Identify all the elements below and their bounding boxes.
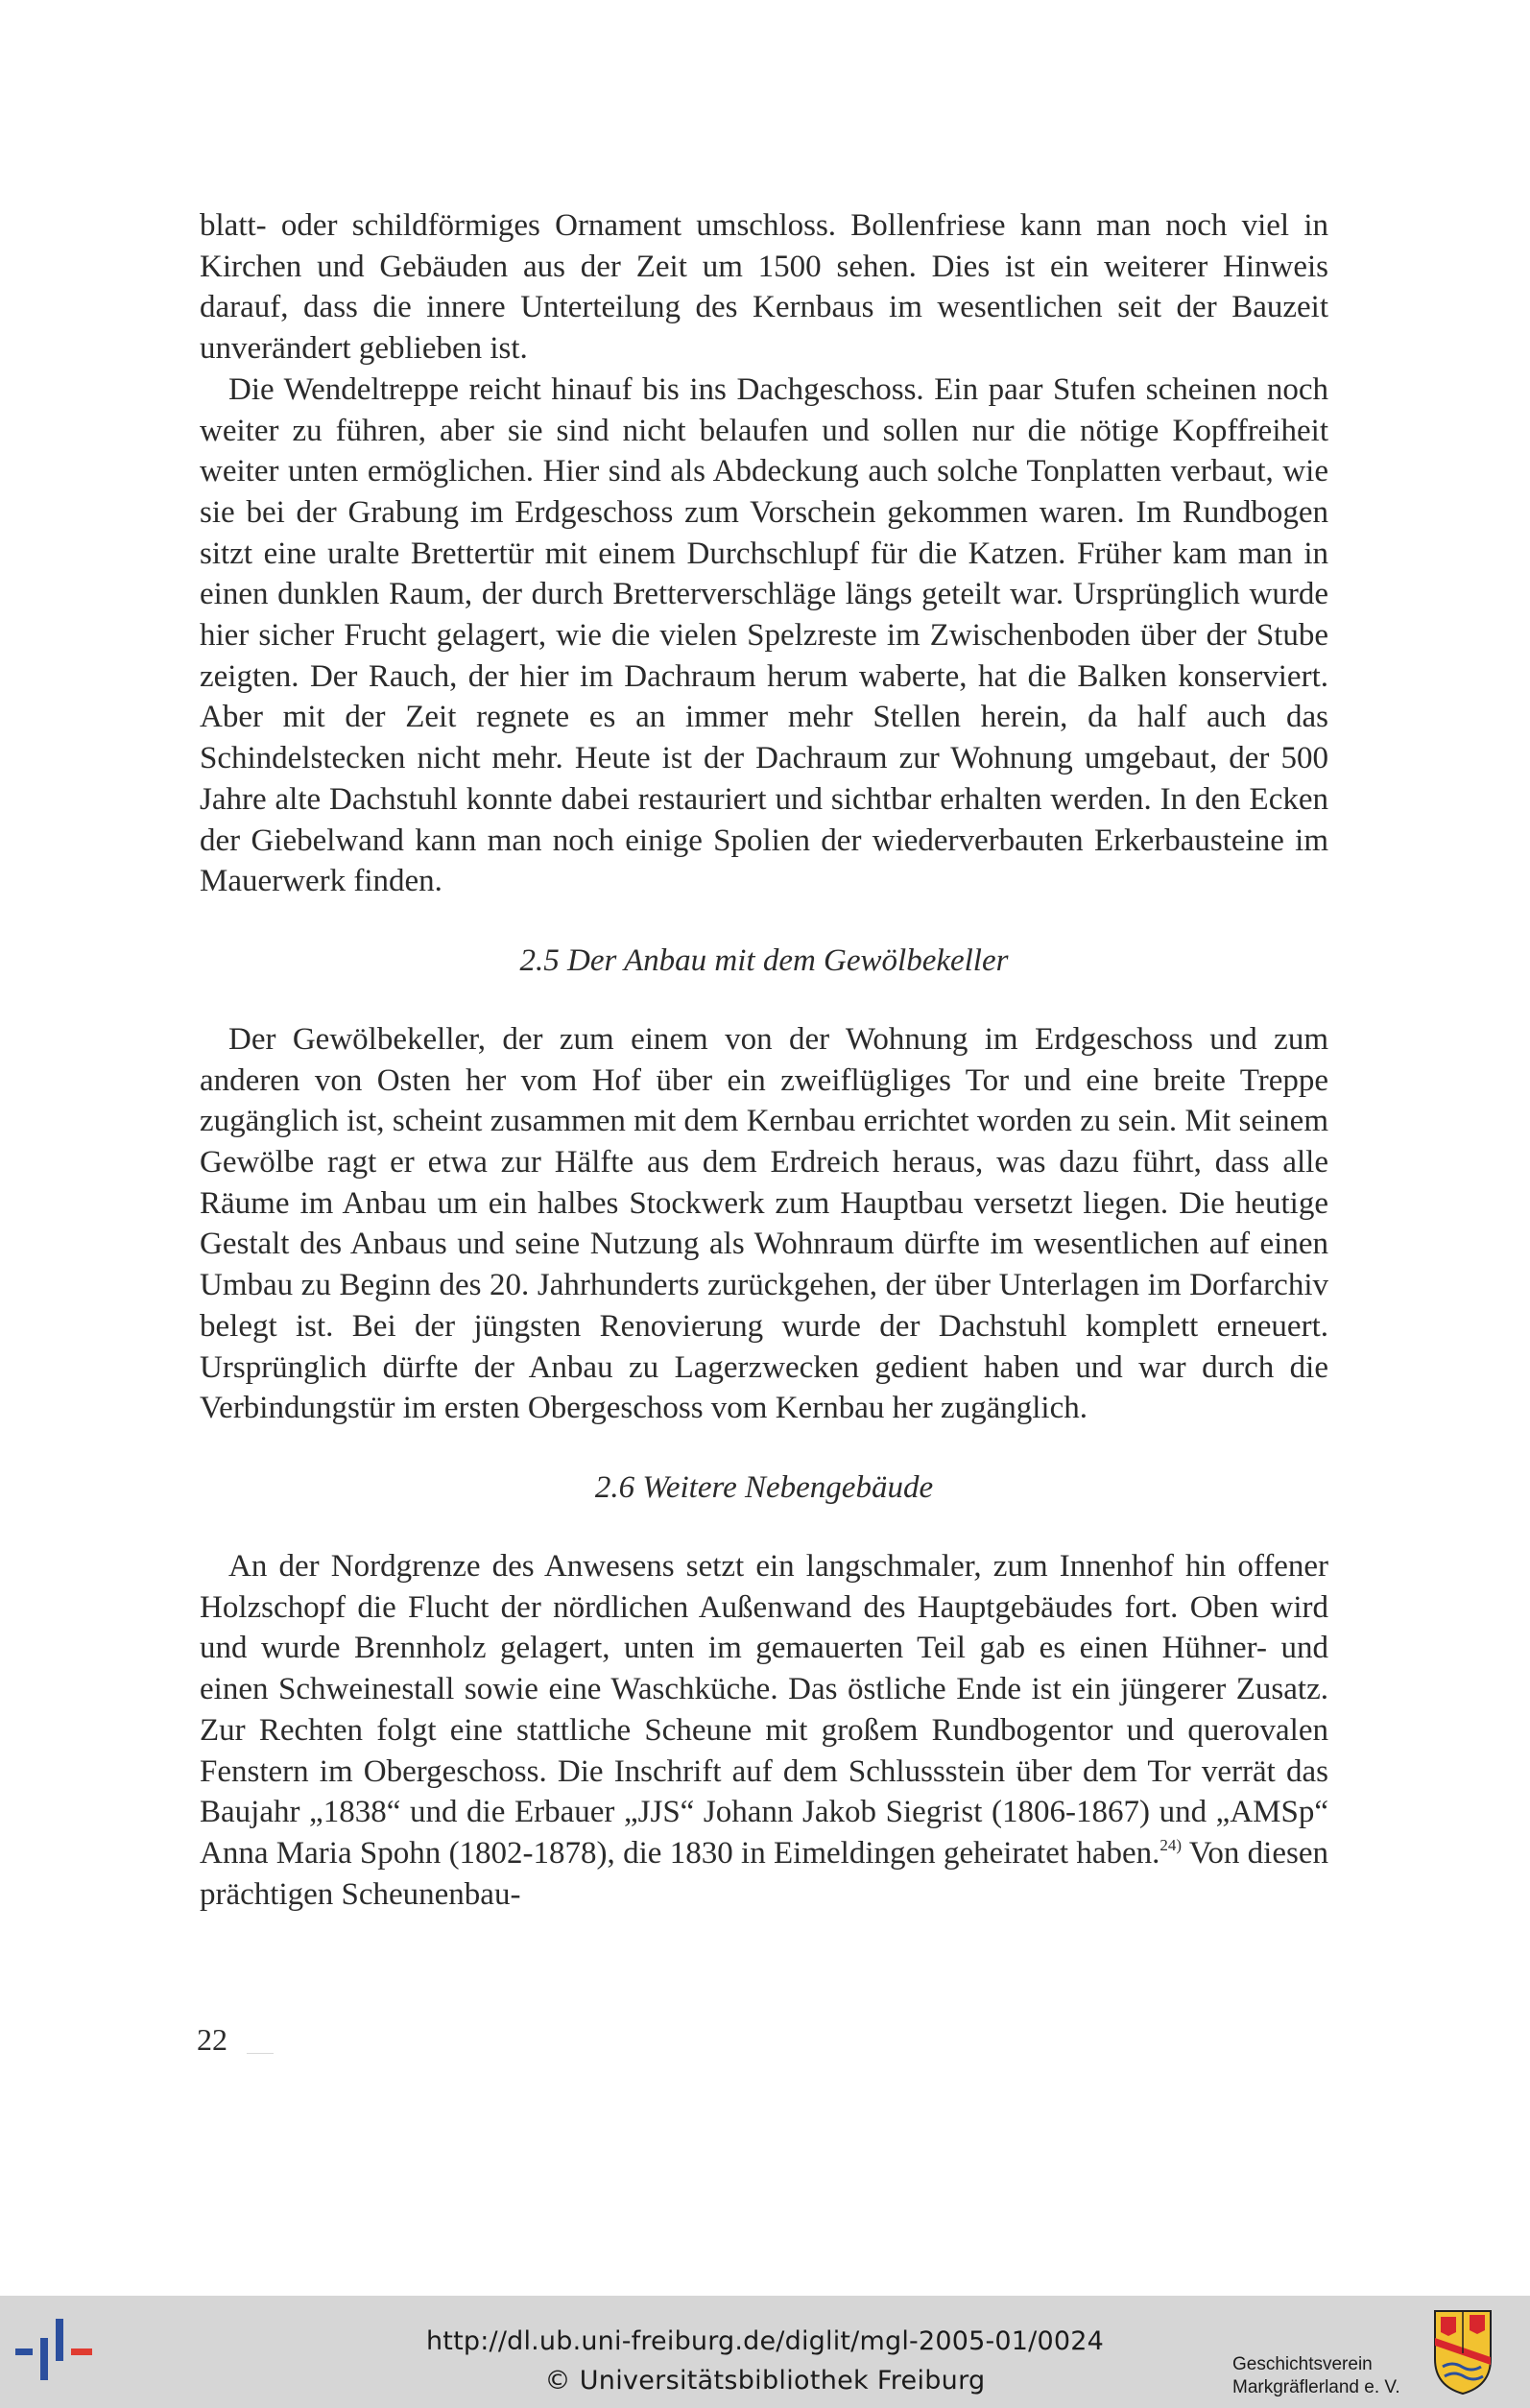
paragraph-wendeltreppe: Die Wendeltreppe reicht hinauf bis ins Dachgeschoss. Ein paar Stufen scheinen noch weiter zu führen, aber sie sind nicht belaufen und sollen nur die nötige Kopffreiheit weiter unten ermöglichen. Hier sind als Abdeckung auch solche Tonplatten verbaut, wie sie bei der Grabung im Erdgeschoss zum Vorschein gekommen waren. Im Rundbogen sitzt eine uralte Brettertür mit einem Durchschlupf für die Katzen. Früher kam man in einen dunklen Raum, der durch Bretterverschläge längs geteilt war. Ursprünglich wurde hier sicher Frucht gelagert, wie die vielen Spelzreste im Zwischenboden über der Stube zeigten. Der Rauch, der hier im Dachraum herum waberte, hat die Balken konserviert. Aber mit der Zeit regnete es an immer mehr Stellen herein, da half auch das Schindelstecken nicht mehr. Heute ist der Dachraum zur Wohnung umgebaut, der 500 Jahre alte Dachstuhl konnte dabei restauriert und sichtbar erhalten werden. In den Ecken der Giebelwand kann man noch einige Spolien der wiederverbauten Erkerbausteine im Mauerwerk finden. (200, 371, 1328, 899)
society-name-line-1: Geschichtsverein (1232, 2354, 1373, 2374)
page-number-rule (247, 2053, 274, 2054)
paragraph-ornament: blatt- oder schildförmiges Ornament umschloss. Bollenfriese kann man noch viel in Kirchen und Gebäuden aus der Zeit um 1500 sehen. Dies ist ein weiterer Hinweis darauf, dass die innere Unterteilung des Kernbaus im wesentlichen seit der Bauzeit unverändert geblieben ist. (200, 208, 1328, 367)
coat-of-arms-icon (1433, 2309, 1493, 2396)
footer-url-link[interactable]: http://dl.ub.uni-freiburg.de/diglit/mgl-2005-01/0024 (426, 2326, 1104, 2356)
paragraph-nebengebaeude (200, 1546, 1328, 1915)
paragraph-text-continued: Von diesen prächtigen Scheunenbau- (200, 1835, 1328, 1912)
section-heading-2-5: 2.5 Der Anbau mit dem Gewölbekeller (519, 942, 1009, 978)
page-body (200, 205, 1328, 1915)
society-name (1232, 2353, 1400, 2399)
page-number: 22 (197, 2022, 227, 2057)
paragraph-gewoelbekeller: Der Gewölbekeller, der zum einem von der Wohnung im Erdgeschoss und zum anderen von Osten her vom Hof über ein zweiflügliges Tor und eine breite Treppe zugänglich ist, scheint zusammen mit dem Kernbau errichtet worden zu sein. Mit seinem Gewölbe ragt er etwa zur Hälfte aus dem Erdreich heraus, was dazu führt, dass alle Räume im Anbau um ein halbes Stockwerk zum Hauptbau versetzt liegen. Die heutige Gestalt des Anbaus und seine Nutzung als Wohnraum dürfte im wesentlichen auf einen Umbau zu Beginn des 20. Jahrhunderts zurückgehen, der über Unterlagen im Dorfarchiv belegt ist. Bei der jüngsten Renovierung wurde der Dachstuhl komplett erneuert. Ursprünglich dürfte der Anbau zu Lagerzwecken gedient haben und war durch die Verbindungstür im ersten Obergeschoss vom Kernbau her zugänglich. (200, 1021, 1328, 1426)
society-name-line-2: Markgräflerland e. V. (1232, 2377, 1400, 2397)
section-heading-2-6: 2.6 Weitere Nebengebäude (594, 1469, 934, 1505)
footer-copyright: © Universitätsbibliothek Freiburg (544, 2366, 986, 2396)
paragraph-text: An der Nordgrenze des Anwesens setzt ein langschmaler, zum Innenhof hin offener Holzschopf die Flucht der nördlichen Außenwand des Hauptgebäudes fort. Oben wird und wurde Brennholz gelagert, unten im gemauerten Teil gab es einen Hühner- und einen Schweinestall sowie eine Waschküche. Das östliche Ende ist ein jüngerer Zusatz. Zur Rechten folgt eine stattliche Scheune mit großem Rundbogentor und querovalen Fenstern im Obergeschoss. Die Inschrift auf dem Schlussstein über dem Tor verrät das Baujahr „1838“ und die Erbauer „JJS“ Johann Jakob Siegrist (1806-1867) und „AMSp“ Anna Maria Spohn (1802-1878), die 1830 in Eimeldingen geheiratet haben. (200, 1548, 1328, 1871)
footer-bar (0, 2296, 1530, 2408)
footnote-reference[interactable]: 24) (1159, 1835, 1183, 1854)
